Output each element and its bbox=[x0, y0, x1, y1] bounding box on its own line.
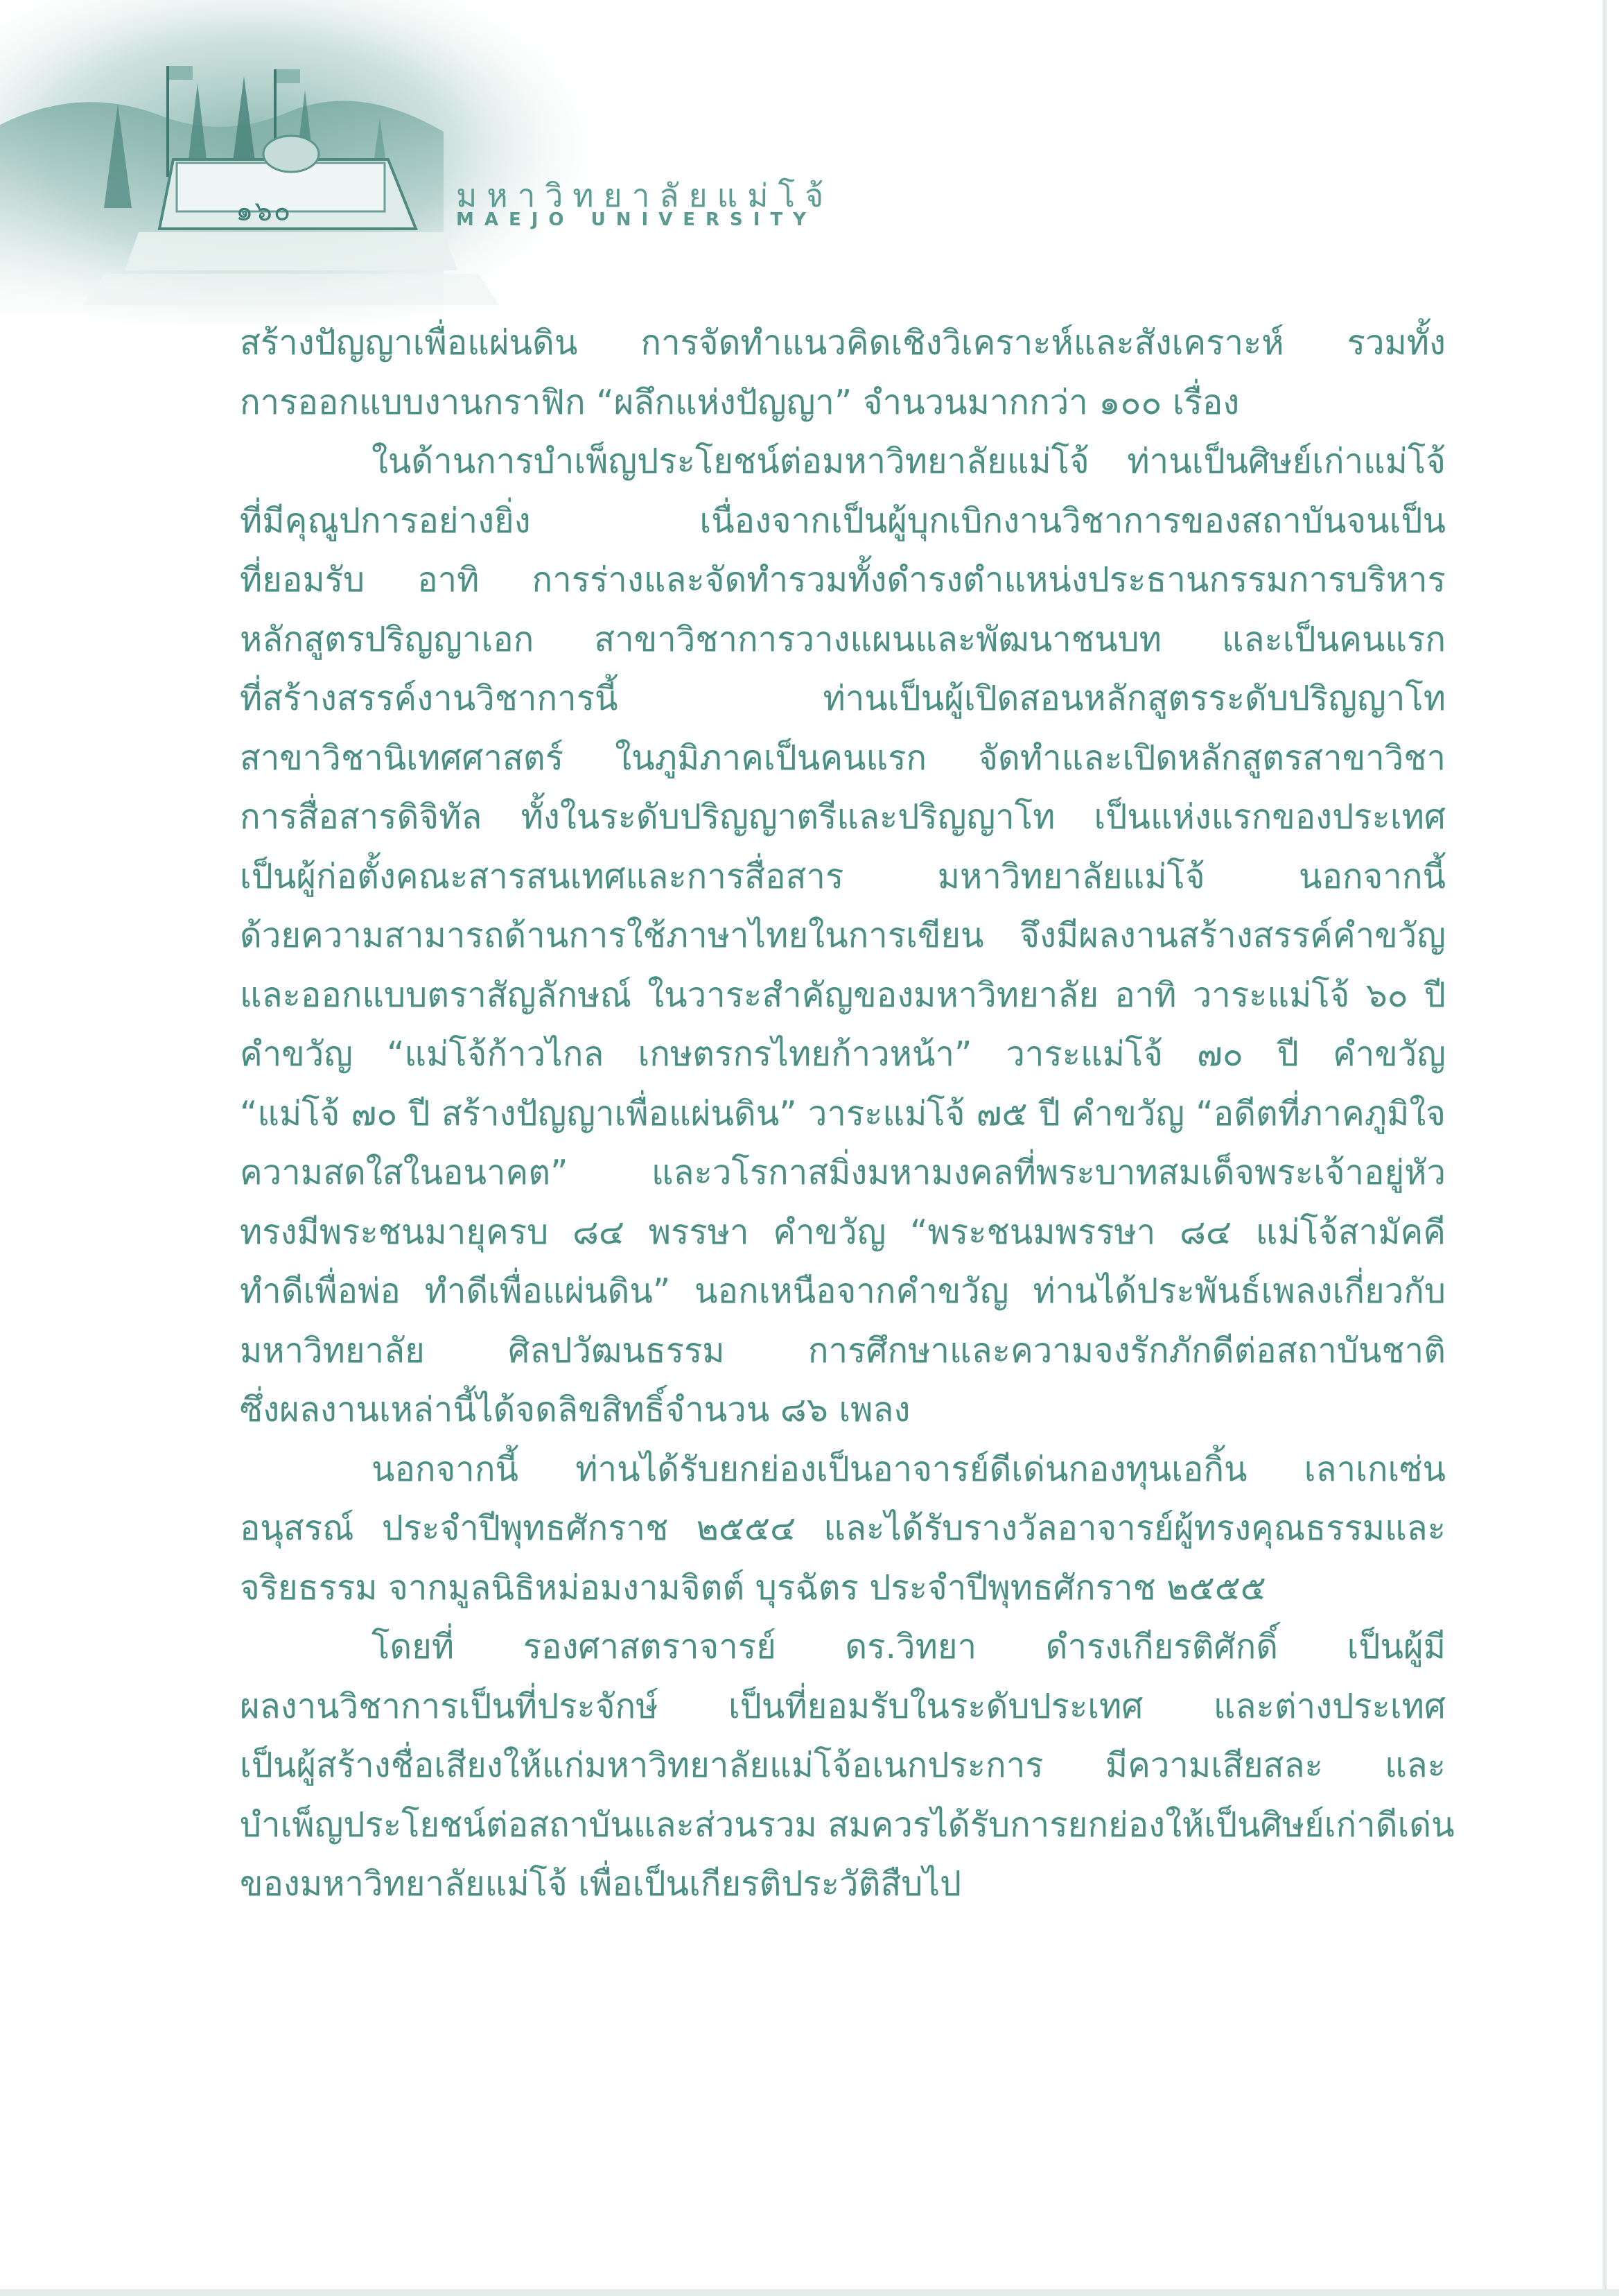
text-line: สาขาวิชานิเทศศาสตร์ ในภูมิภาคเป็นคนแรก จัดทำและเปิดหลักสูตรสาขาวิชา bbox=[240, 738, 1446, 778]
university-name-english: MAEJO UNIVERSITY bbox=[456, 209, 816, 230]
text-line: การสื่อสารดิจิทัล ทั้งในระดับปริญญาตรีและปริญญาโท เป็นแห่งแรกของประเทศ bbox=[240, 797, 1446, 837]
page-number: ๑๖๐ bbox=[236, 195, 292, 227]
text-line: บำเพ็ญประโยชน์ต่อสถาบันและส่วนรวม สมควรได้รับการยกย่องให้เป็นศิษย์เก่าดีเด่น bbox=[240, 1804, 1455, 1845]
text-line: คำขวัญ “แม่โจ้ก้าวไกล เกษตรกรไทยก้าวหน้า” วาระแม่โจ้ ๗๐ ปี คำขวัญ bbox=[240, 1034, 1446, 1074]
text-line: การออกแบบงานกราฟิก “ผลึกแห่งปัญญา” จำนวนมากกว่า ๑๐๐ เรื่อง bbox=[240, 382, 1240, 422]
text-line: และออกแบบตราสัญลักษณ์ ในวาระสำคัญของมหาวิทยาลัย อาทิ วาระแม่โจ้ ๖๐ ปี bbox=[240, 975, 1446, 1015]
text-line: ความสดใสในอนาคต” และวโรกาสมิ่งมหามงคลที่พระบาทสมเด็จพระเจ้าอยู่หัว bbox=[240, 1153, 1446, 1192]
text-line: หลักสูตรปริญญาเอก สาขาวิชาการวางแผนและพัฒนาชนบท และเป็นคนแรก bbox=[240, 619, 1446, 659]
text-line: ที่ยอมรับ อาทิ การร่างและจัดทำรวมทั้งดำรงตำแหน่งประธานกรรมการบริหาร bbox=[240, 560, 1446, 600]
text-line: สร้างปัญญาเพื่อแผ่นดิน การจัดทำแนวคิดเชิงวิเคราะห์และสังเคราะห์ รวมทั้ง bbox=[240, 323, 1446, 363]
text-line: ที่มีคุณูปการอย่างยิ่ง เนื่องจากเป็นผู้บุกเบิกงานวิชาการของสถาบันจนเป็น bbox=[240, 501, 1446, 541]
text-line: ทำดีเพื่อพ่อ ทำดีเพื่อแผ่นดิน” นอกเหนือจากคำขวัญ ท่านได้ประพันธ์เพลงเกี่ยวกับ bbox=[240, 1271, 1446, 1311]
university-name-thai: มหาวิทยาลัยแม่โจ้ bbox=[456, 177, 834, 214]
text-line: ของมหาวิทยาลัยแม่โจ้ เพื่อเป็นเกียรติประวัติสืบไป bbox=[240, 1864, 962, 1904]
text-line: เป็นผู้สร้างชื่อเสียงให้แก่มหาวิทยาลัยแม่โจ้อเนกประการ มีความเสียสละ และ bbox=[240, 1746, 1446, 1785]
text-line: “แม่โจ้ ๗๐ ปี สร้างปัญญาเพื่อแผ่นดิน” วาระแม่โจ้ ๗๕ ปี คำขวัญ “อดีตที่ภาคภูมิใจ bbox=[240, 1093, 1446, 1133]
document-body bbox=[240, 313, 1455, 1914]
paragraph-first-line: นอกจากนี้ ท่านได้รับยกย่องเป็นอาจารย์ดีเด่นกองทุนเอกิ้น เลาเกเซ่น bbox=[371, 1449, 1446, 1489]
text-line: ด้วยความสามารถด้านการใช้ภาษาไทยในการเขียน จึงมีผลงานสร้างสรรค์คำขวัญ bbox=[240, 916, 1446, 955]
text-line: ที่สร้างสรรค์งานวิชาการนี้ ท่านเป็นผู้เปิดสอนหลักสูตรระดับปริญญาโท bbox=[240, 679, 1446, 718]
page-edge bbox=[1602, 0, 1607, 2296]
text-line: ทรงมีพระชนมายุครบ ๘๔ พรรษา คำขวัญ “พระชนมพรรษา ๘๔ แม่โจ้สามัคคี bbox=[240, 1212, 1446, 1252]
text-line: จริยธรรม จากมูลนิธิหม่อมงามจิตต์ บุรฉัตร ประจำปีพุทธศักราช ๒๕๕๕ bbox=[240, 1567, 1266, 1608]
text-line: เป็นผู้ก่อตั้งคณะสารสนเทศและการสื่อสาร มหาวิทยาลัยแม่โจ้ นอกจากนี้ bbox=[240, 856, 1446, 896]
text-line: อนุสรณ์ ประจำปีพุทธศักราช ๒๕๕๔ และได้รับรางวัลอาจารย์ผู้ทรงคุณธรรมและ bbox=[240, 1508, 1446, 1548]
header-monument-illustration bbox=[0, 0, 596, 326]
text-line: ผลงานวิชาการเป็นที่ประจักษ์ เป็นที่ยอมรับในระดับประเทศ และต่างประเทศ bbox=[240, 1686, 1446, 1726]
monument-image bbox=[0, 0, 596, 326]
text-line: มหาวิทยาลัย ศิลปวัฒนธรรม การศึกษาและความจงรักภักดีต่อสถาบันชาติ bbox=[240, 1330, 1446, 1371]
paragraph-first-line: ในด้านการบำเพ็ญประโยชน์ต่อมหาวิทยาลัยแม่โจ้ ท่านเป็นศิษย์เก่าแม่โจ้ bbox=[371, 442, 1446, 481]
paragraph-first-line: โดยที่ รองศาสตราจารย์ ดร.วิทยา ดำรงเกียรติศักดิ์ เป็นผู้มี bbox=[371, 1627, 1446, 1667]
page-bottom-edge bbox=[0, 2289, 1619, 2296]
text-line: ซึ่งผลงานเหล่านี้ได้จดลิขสิทธิ์จำนวน ๘๖ เพลง bbox=[240, 1390, 911, 1429]
